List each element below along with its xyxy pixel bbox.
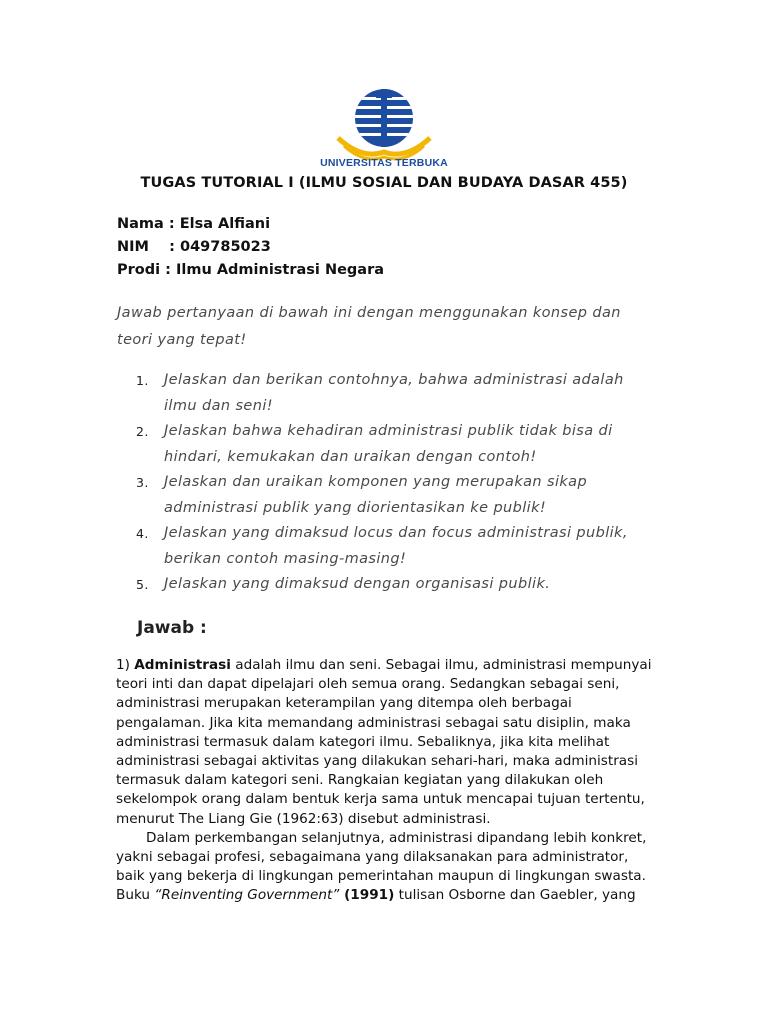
book-year: (1991): [339, 887, 395, 904]
answer-line: [116, 886, 656, 905]
question-number: 1.: [136, 373, 149, 388]
instruction-line: teori yang tepat!: [117, 332, 247, 348]
question-text: Jelaskan yang dimaksud: [164, 525, 354, 541]
question-line: Jelaskan dan uraikan komponen yang merupakan sikap: [164, 474, 588, 490]
student-identity: [117, 213, 384, 282]
question-item: [136, 419, 656, 470]
question-item: [136, 521, 656, 572]
answer-heading: Jawab :: [137, 618, 207, 638]
question-number: 2.: [136, 424, 149, 439]
answer-keyword: Administrasi: [134, 657, 231, 673]
answer-line: menurut The Liang Gie (1962:63) disebut administrasi.: [116, 810, 491, 827]
question-line: administrasi publik yang diorientasikan ke publik!: [164, 499, 547, 516]
question-text: administrasi publik,: [472, 525, 628, 541]
question-line: hindari, kemukakan dan uraikan dengan contoh!: [164, 448, 537, 465]
instruction-line: Jawab pertanyaan di bawah ini dengan menggunakan konsep dan: [117, 305, 621, 321]
document-title: TUGAS TUTORIAL I (ILMU SOSIAL DAN BUDAYA DASAR 455): [140, 175, 628, 191]
question-text: dan: [393, 525, 432, 541]
answer-text: tulisan Osborne dan Gaebler, yang: [394, 887, 636, 904]
question-number: 4.: [136, 526, 149, 541]
answer-line: termasuk dalam kategori seni. Rangkaian kegiatan yang dilakukan oleh: [116, 772, 604, 789]
question-line: Jelaskan yang dimaksud dengan organisasi publik.: [164, 576, 551, 592]
answer-line: sekelompok orang dalam bentuk kerja sama untuk mencapai tujuan tertentu,: [116, 791, 645, 808]
question-number: 3.: [136, 475, 149, 490]
question-item: [136, 572, 656, 598]
answer-text: adalah ilmu dan seni. Sebagai ilmu, administrasi mempunyai: [230, 657, 652, 673]
question-line: [164, 521, 656, 547]
question-item: [136, 470, 656, 521]
question-item: [136, 368, 656, 419]
question-list: [136, 368, 656, 598]
answer-line: [116, 656, 656, 675]
answer-line: administrasi termasuk dalam kategori ilmu. Sebaliknya, jika kita melihat: [116, 733, 610, 750]
answer-line: baik yang bekerja di lingkungan pemerintahan maupun di lingkungan swasta.: [116, 868, 646, 885]
question-line: Jelaskan bahwa kehadiran administrasi publik tidak bisa di: [164, 423, 613, 439]
answer-text: Buku: [116, 887, 155, 904]
answer-number: 1): [116, 657, 135, 673]
answer-line: Dalam perkembangan selanjutnya, administrasi dipandang lebih konkret,: [146, 829, 647, 846]
answer-line: administrasi merupakan keterampilan yang ditempa oleh berbagai: [116, 695, 572, 712]
logo-caption: UNIVERSITAS TERBUKA: [320, 157, 448, 169]
answer-line: teori inti dan dapat dipelajari oleh semua orang. Sedangkan sebagai seni,: [116, 676, 620, 693]
student-nim: NIM : 049785023: [117, 239, 271, 255]
question-line: berikan contoh masing-masing!: [164, 550, 407, 567]
term-focus: focus: [431, 525, 473, 541]
instruction-text: [117, 300, 657, 354]
book-title: “Reinventing Government”: [154, 887, 340, 904]
answer-body: [116, 656, 656, 906]
answer-line: pengalaman. Jika kita memandang administrasi sebagai satu disiplin, maka: [116, 714, 631, 731]
answer-line: administrasi sebagai aktivitas yang dilakukan sehari-hari, maka administrasi: [116, 753, 638, 770]
question-line: ilmu dan seni!: [164, 397, 273, 414]
term-locus: locus: [353, 525, 394, 541]
question-number: 5.: [136, 577, 149, 592]
student-prodi: Prodi : Ilmu Administrasi Negara: [117, 262, 385, 278]
student-name: Nama : Elsa Alfiani: [117, 216, 271, 232]
answer-line: yakni sebagai profesi, sebagaimana yang dilaksanakan para administrator,: [116, 849, 629, 866]
question-line: Jelaskan dan berikan contohnya, bahwa administrasi adalah: [164, 372, 624, 388]
